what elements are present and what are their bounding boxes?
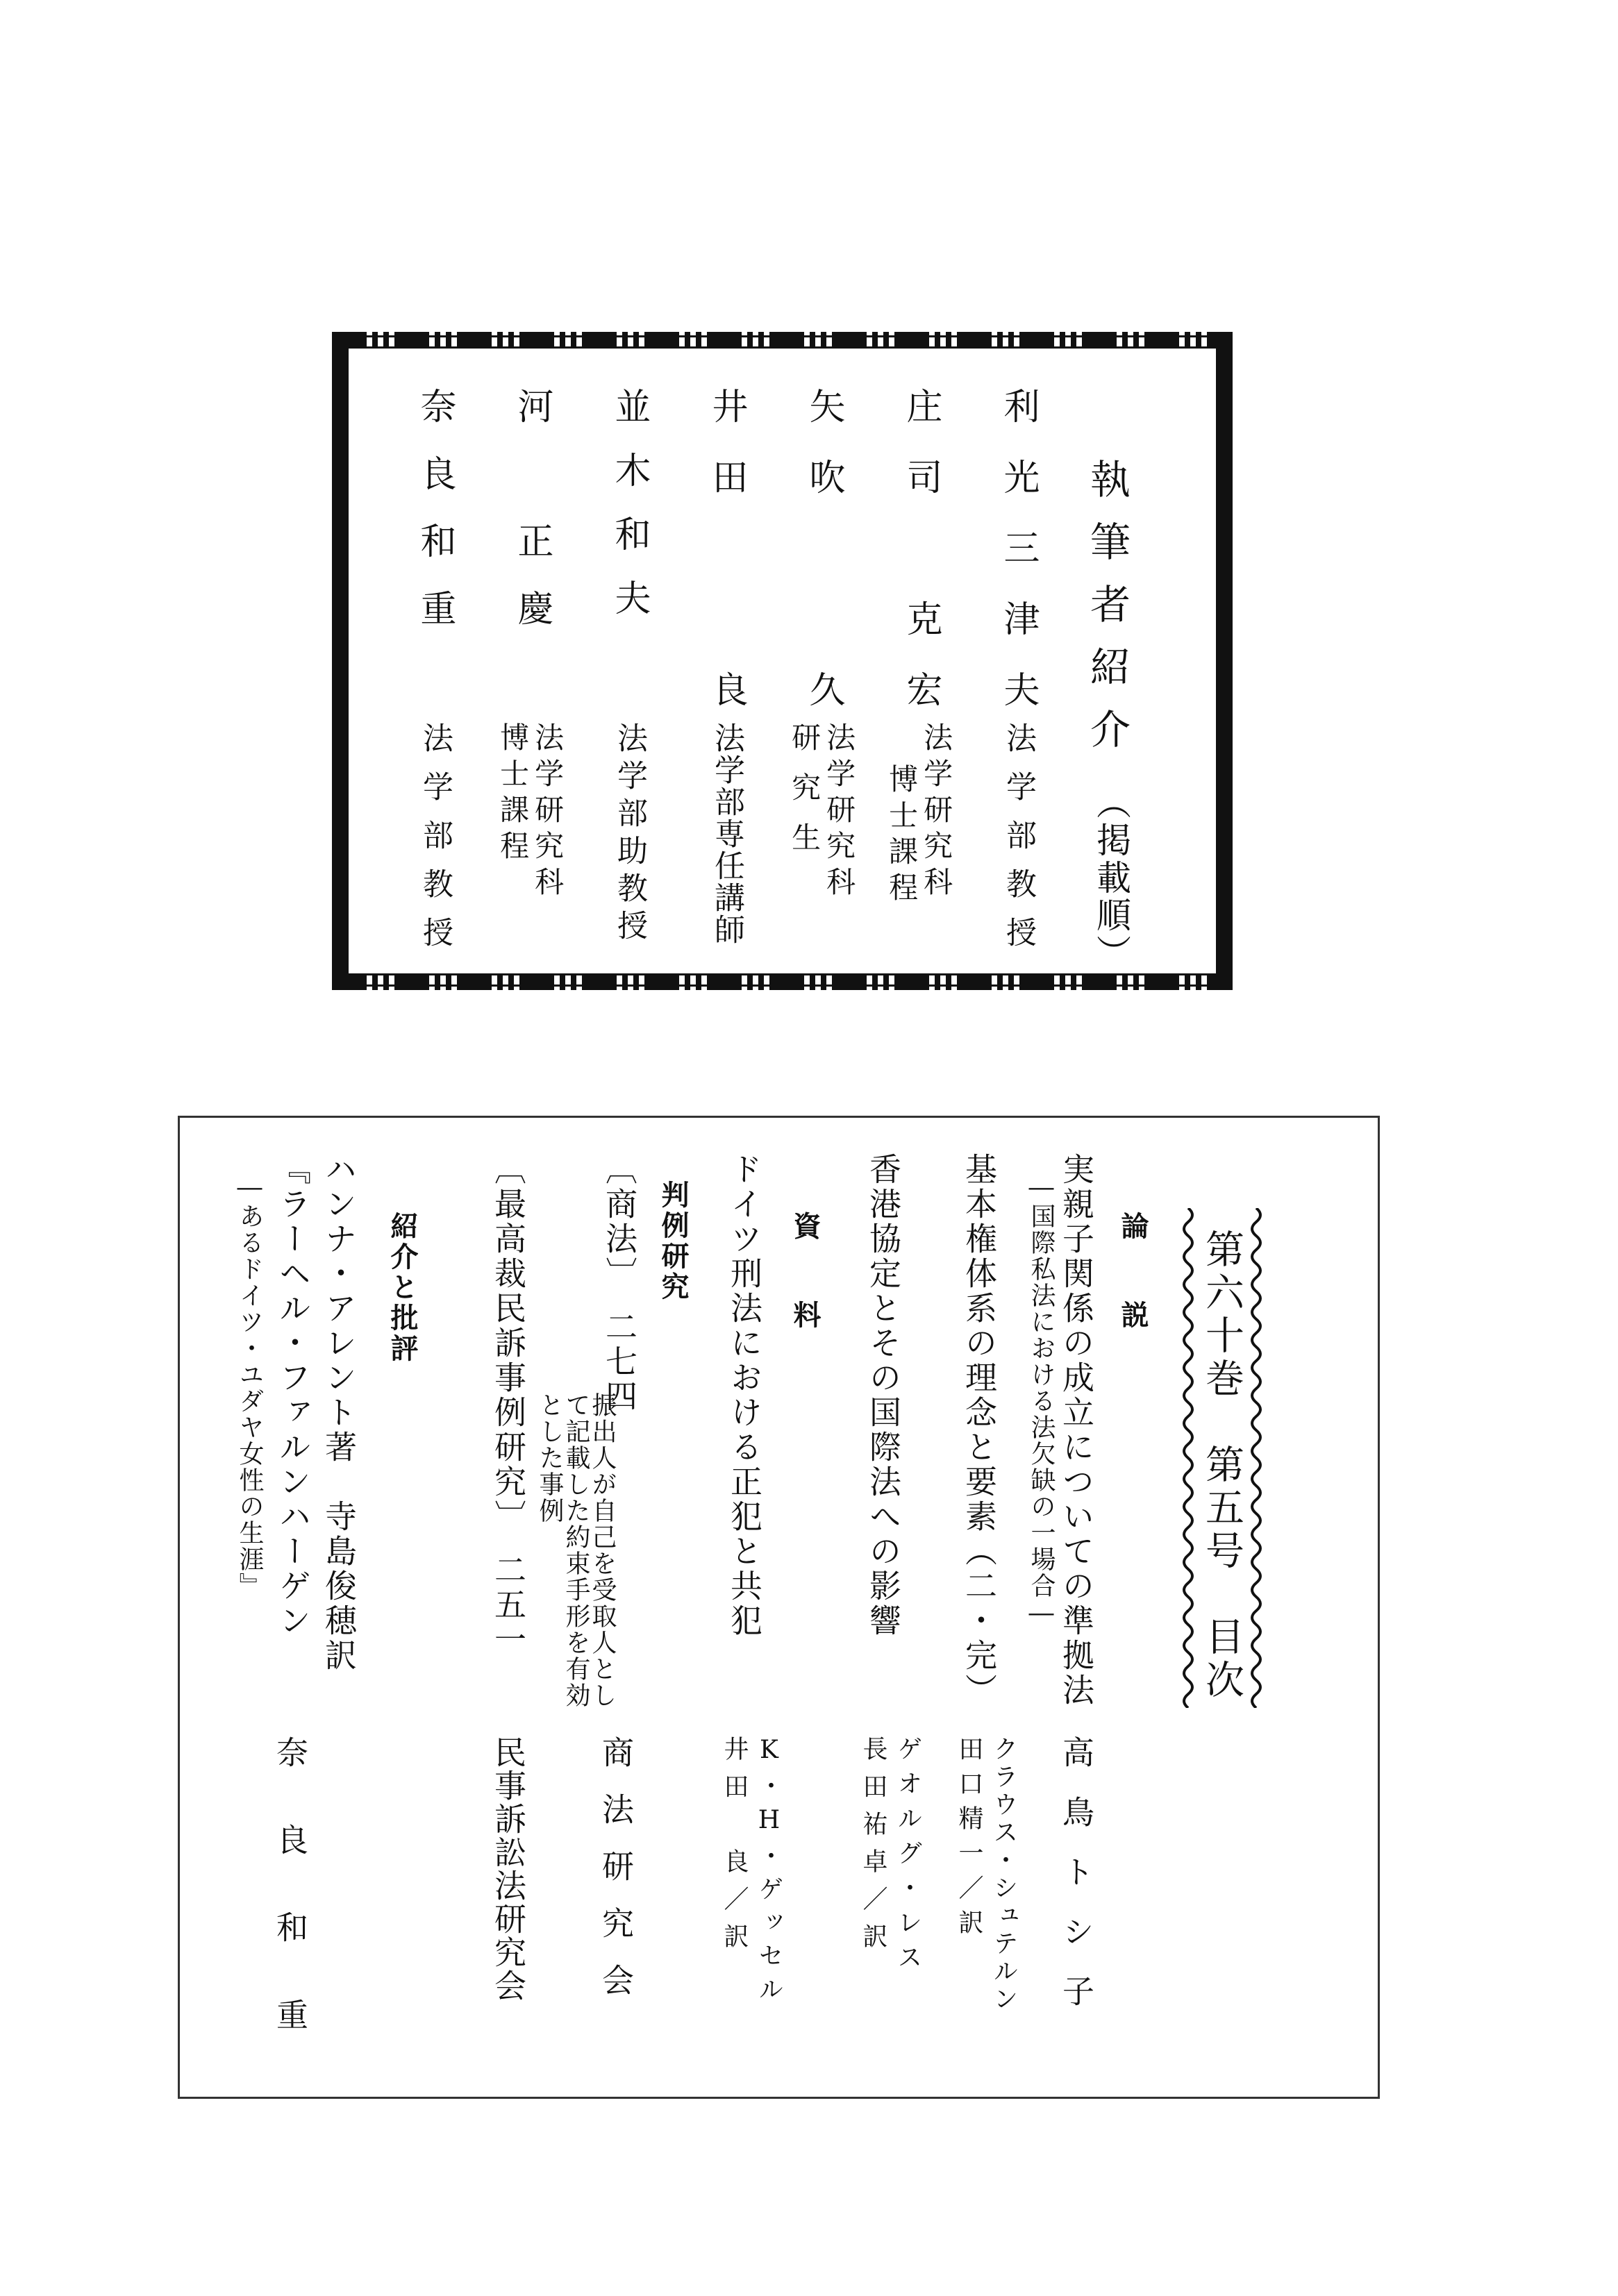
entry-4-title: ドイツ刑法における正犯と共犯: [726, 1153, 763, 1639]
entry-6-title: 〔最高裁民訴事例研究〕 二五一: [490, 1153, 527, 1657]
entry-5-note-3: とした事例: [535, 1392, 564, 1524]
contributor-name-7: 奈良和重: [414, 387, 456, 657]
entry-7-title: ハンナ・アレント著 寺島俊穂訳: [320, 1153, 358, 1673]
entry-2-title: 基本権体系の理念と要素（二・完）: [960, 1153, 998, 1708]
contributor-role-7: 法学部教授: [417, 722, 453, 965]
section-shiryo: 資 料: [789, 1212, 821, 1345]
contributor-role-3a: 法学研究科: [822, 722, 857, 903]
toc-issue-title: 第六十巻 第五号 目次: [1199, 1229, 1244, 1702]
section-hanrei: 判例研究: [657, 1180, 689, 1302]
entry-6-author: 民事訴訟法研究会: [490, 1736, 527, 2002]
entry-1-subtitle: ―国際私法における法欠缺の一場合―: [1027, 1173, 1056, 1629]
entry-7-subtitle-2: ―あるドイツ・ユダヤ女性の生涯』: [235, 1173, 264, 1599]
contributors-title: 執筆者紹介: [1083, 458, 1131, 771]
contributor-role-4: 法学部専任講師: [709, 722, 744, 946]
entry-5-title: 〔商法〕 二七四: [601, 1153, 638, 1414]
entry-4-author-original: K・H・ゲッセル: [755, 1736, 783, 2009]
contributor-name-6: 河 正慶: [511, 387, 553, 657]
entry-5-author: 商法研究会: [597, 1736, 635, 2020]
entry-3-title: 香港協定とその国際法への影響: [865, 1153, 902, 1639]
contributor-role-6b: 博士課程: [496, 722, 531, 866]
contributor-name-2: 庄司 克宏: [900, 387, 942, 741]
contributor-role-5: 法学部助教授: [612, 722, 647, 947]
entry-3-author-translator: 長田祐卓／訳: [859, 1736, 887, 1961]
contributor-role-1: 法学部教授: [1001, 722, 1036, 965]
entry-4-author-translator: 井田 良／訳: [720, 1736, 749, 1961]
entry-2-author-translator: 田口精一／訳: [955, 1736, 983, 1944]
contributor-role-2b: 博士課程: [885, 764, 919, 908]
entry-7-subtitle: 『ラーヘル・ファルンハーゲン: [274, 1153, 312, 1639]
wavy-border-left: [1174, 1208, 1202, 1708]
entry-1-author: 高鳥トシ子: [1058, 1736, 1095, 2034]
contributors-order-note: （掲載順）: [1091, 785, 1131, 972]
contributor-name-5: 並木和夫: [608, 387, 650, 643]
toc-box: [178, 1116, 1380, 2099]
wavy-border-right: [1242, 1208, 1270, 1708]
contributor-name-3: 矢吹 久: [803, 387, 844, 741]
entry-1-title: 実親子関係の成立についての準拠法: [1058, 1153, 1095, 1708]
entry-7-author: 奈良和重: [272, 1736, 309, 2086]
entry-5-note-1: 振出人が自己を受取人とし: [588, 1392, 617, 1709]
contributors-box: [332, 332, 1233, 990]
section-ronsetsu: 論 説: [1117, 1212, 1149, 1345]
contributor-role-3b: 研究生: [787, 722, 822, 872]
section-shokai: 紹介と批評: [386, 1212, 418, 1364]
contributor-name-4: 井田 良: [706, 387, 747, 741]
entry-3-author-original: ゲオルグ・レス: [894, 1736, 922, 1979]
entry-2-author-original: クラウス・シュテルン: [990, 1736, 1018, 2013]
entry-5-note-2: て記載した約束手形を有効: [562, 1392, 590, 1709]
contributor-role-2a: 法学研究科: [919, 722, 954, 903]
contributor-role-6a: 法学研究科: [531, 722, 565, 903]
contributor-name-1: 利光三津夫: [997, 387, 1039, 741]
